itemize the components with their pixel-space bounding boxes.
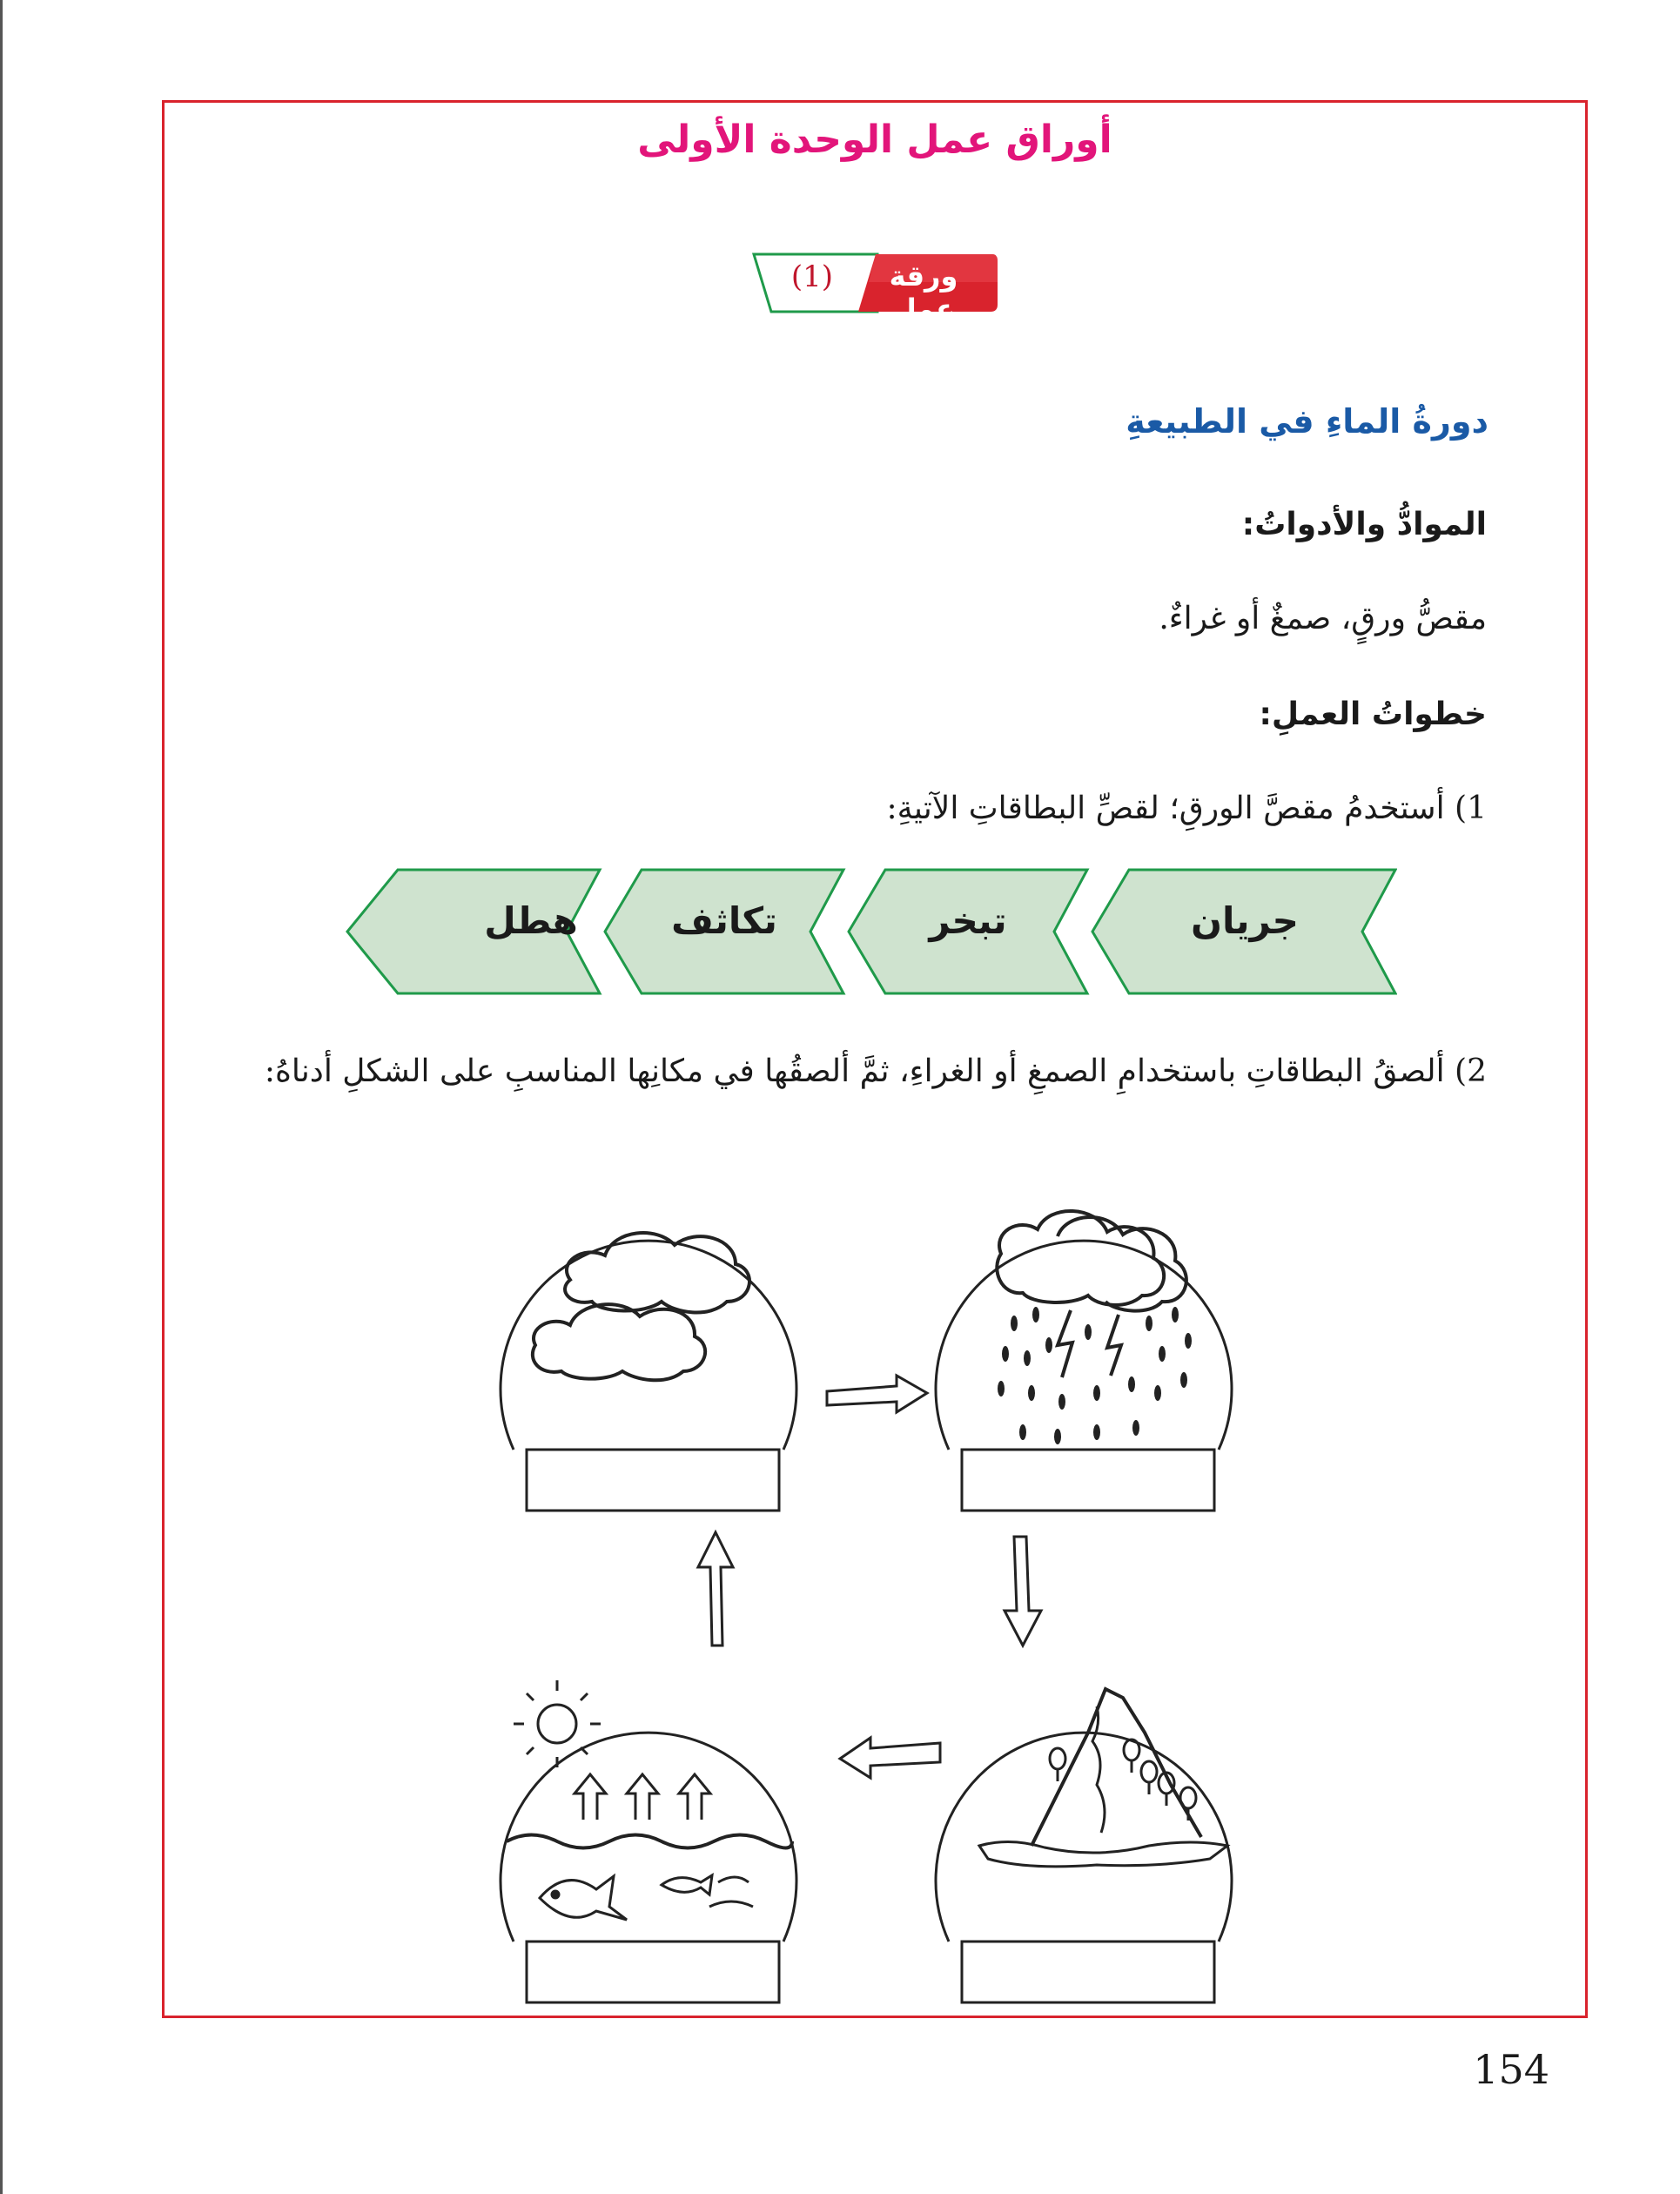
sun-water-evaporation-icon (507, 1680, 792, 1920)
materials-text: مقصُّ ورقٍ، صمغٌ أو غراءٌ. (1159, 601, 1487, 636)
card-tabakhur[interactable]: تبخر (929, 899, 1007, 942)
label-box-runoff[interactable] (962, 1942, 1214, 2002)
worksheet-badge (747, 251, 999, 326)
badge-label: ورقة عمل (889, 259, 958, 326)
globe-rain (936, 1211, 1232, 1511)
worksheet-title: أوراق عمل الوحدة الأولى (637, 118, 1112, 162)
arrow-left (840, 1738, 940, 1778)
card-takathuf[interactable]: تكاثف (671, 899, 777, 942)
clouds-icon (533, 1233, 749, 1380)
water-cycle-diagram (487, 1158, 1271, 2011)
globe-runoff (936, 1689, 1232, 2002)
label-box-evaporation[interactable] (527, 1942, 779, 2002)
globe-evaporation (501, 1680, 796, 2002)
arrow-right (827, 1376, 927, 1412)
card-hatal[interactable]: هطل (484, 899, 578, 942)
label-box-clouds[interactable] (527, 1450, 779, 1511)
materials-label: الموادُّ والأدواتُ: (1241, 507, 1487, 542)
label-box-rain[interactable] (962, 1450, 1214, 1511)
arrow-down (1005, 1537, 1041, 1646)
step-2-text: 2) ألصقُ البطاقاتِ باستخدامِ الصمغِ أو الغراءِ، ثمَّ ألصقُها في مكانِها المناسبِ على الشكلِ أدناهُ: (264, 1053, 1487, 1089)
page-edge (0, 0, 3, 2194)
globe-clouds (501, 1233, 796, 1511)
arrow-up (698, 1532, 733, 1646)
section-heading: دورةُ الماءِ في الطبيعةِ (1126, 402, 1488, 441)
badge-number: (1) (790, 259, 834, 294)
cut-out-cards (344, 866, 1397, 997)
steps-label: خطواتُ العملِ: (1259, 697, 1487, 732)
rain-drops (998, 1307, 1192, 1444)
card-jarayan[interactable]: جريان (1191, 899, 1299, 942)
step-1-text: 1) أستخدمُ مقصَّ الورقِ؛ لقصِّ البطاقاتِ الآتيةِ: (886, 791, 1487, 826)
page-number: 154 (1473, 2046, 1549, 2093)
